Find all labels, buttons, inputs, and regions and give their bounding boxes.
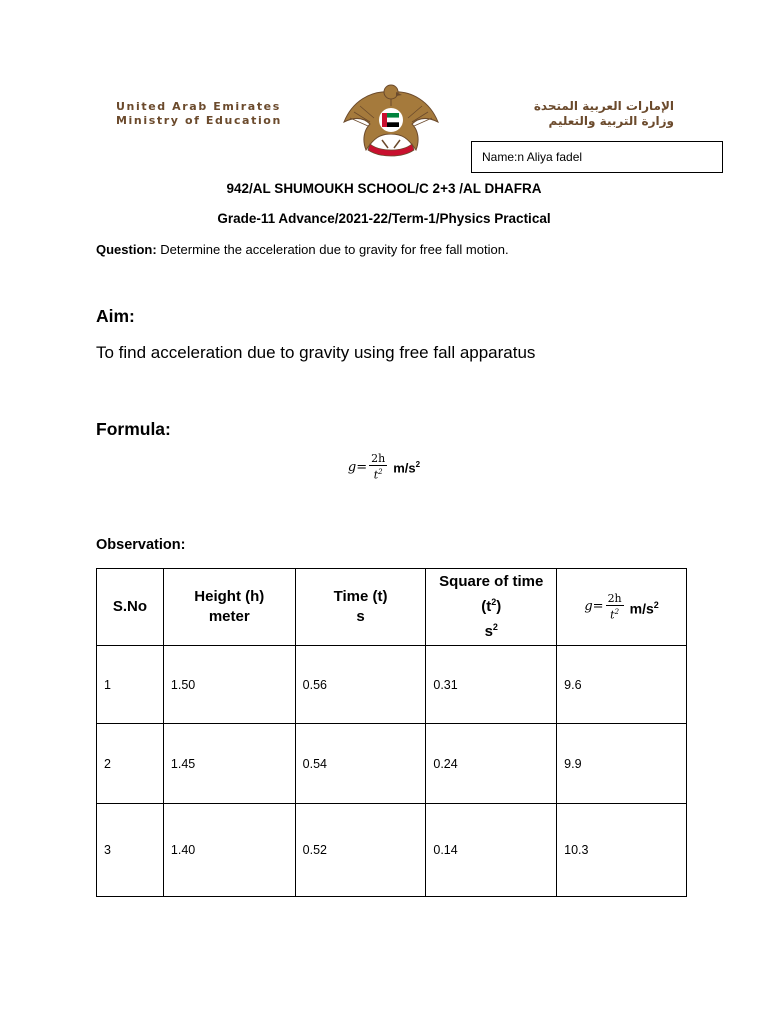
formula-heading: Formula: [96, 419, 171, 439]
aim-heading: Aim: [96, 306, 135, 326]
header-sq-l1: Square of time [439, 573, 544, 590]
header-sq-l2 [427, 592, 555, 617]
formula-numerator: 2h [371, 452, 386, 465]
header-square-time [426, 569, 557, 646]
header-time [295, 569, 426, 646]
header-sq-l2-base: (t [481, 598, 492, 615]
uae-emblem-icon [340, 82, 442, 160]
cell-g: 9.9 [557, 724, 687, 804]
cell-time: 0.52 [295, 804, 426, 897]
cell-height: 1.40 [163, 804, 295, 897]
header-sq-l3 [427, 617, 555, 642]
table-row [97, 804, 687, 897]
table-header-row [97, 569, 687, 646]
header-formula-unit: m/s [629, 600, 654, 617]
header-english-line1: United Arab Emirates [116, 100, 281, 113]
header-height [163, 569, 295, 646]
cell-sno: 1 [97, 646, 164, 724]
formula-lhs: g= [347, 459, 368, 475]
cell-square: 0.31 [426, 646, 557, 724]
header-formula-numerator: 2h [607, 591, 622, 605]
cell-sno: 2 [97, 724, 164, 804]
cell-g: 10.3 [557, 804, 687, 897]
grade-line: Grade-11 Advance/2021-22/Term-1/Physics Practical [217, 211, 551, 226]
formula-unit: m/s [393, 459, 416, 475]
header-arabic-line1: الإمارات العربية المتحدة [533, 99, 674, 113]
aim-text: To find acceleration due to gravity using free fall apparatus [96, 343, 536, 362]
observation-table [96, 568, 687, 897]
header-time-l1: Time (t) [333, 588, 388, 605]
cell-height: 1.45 [163, 724, 295, 804]
header-sq-l2-close: ) [496, 598, 502, 615]
header-sno: S.No [97, 569, 164, 646]
formula-den-exp: 2 [378, 468, 383, 476]
cell-time: 0.54 [295, 724, 426, 804]
question-label: Question: [96, 242, 157, 257]
cell-square: 0.24 [426, 724, 557, 804]
header-sq-l3-exp: 2 [492, 622, 498, 632]
table-row [97, 724, 687, 804]
question-text: Determine the acceleration due to gravity for free fall motion. [156, 242, 509, 257]
header-time-l2: s [356, 608, 365, 625]
cell-height: 1.50 [163, 646, 295, 724]
header-formula-lhs: g= [584, 599, 604, 614]
table-row [97, 646, 687, 724]
moe-english-header [116, 100, 282, 128]
cell-square: 0.14 [426, 804, 557, 897]
header-sq-l2-exp: 2 [491, 597, 497, 607]
header-height-l1: Height (h) [194, 588, 265, 605]
question [96, 242, 509, 257]
header-height-l2: meter [208, 608, 250, 625]
formula-expression [0, 453, 768, 482]
cell-sno: 3 [97, 804, 164, 897]
header-arabic-line2: وزارة التربية والتعليم [548, 114, 674, 128]
moe-arabic-header [474, 99, 674, 129]
header-sq-l3-base: s [484, 623, 493, 640]
formula-denominator: t [373, 468, 379, 482]
formula-fraction [369, 453, 387, 482]
observation-heading: Observation: [96, 537, 186, 553]
header-formula-den-exp: 2 [614, 607, 620, 616]
student-name-box: Name:n Aliya fadel [471, 141, 723, 173]
cell-g: 9.6 [557, 646, 687, 724]
header-g-formula [557, 569, 687, 646]
header-english-line2: Ministry of Education [116, 114, 282, 127]
cell-time: 0.56 [295, 646, 426, 724]
header-formula-denominator: t [610, 608, 615, 622]
school-line: 942/AL SHUMOUKH SCHOOL/C 2+3 /AL DHAFRA [226, 181, 542, 196]
formula-unit-exp: 2 [415, 459, 421, 469]
header-formula-unit-exp: 2 [653, 600, 659, 611]
